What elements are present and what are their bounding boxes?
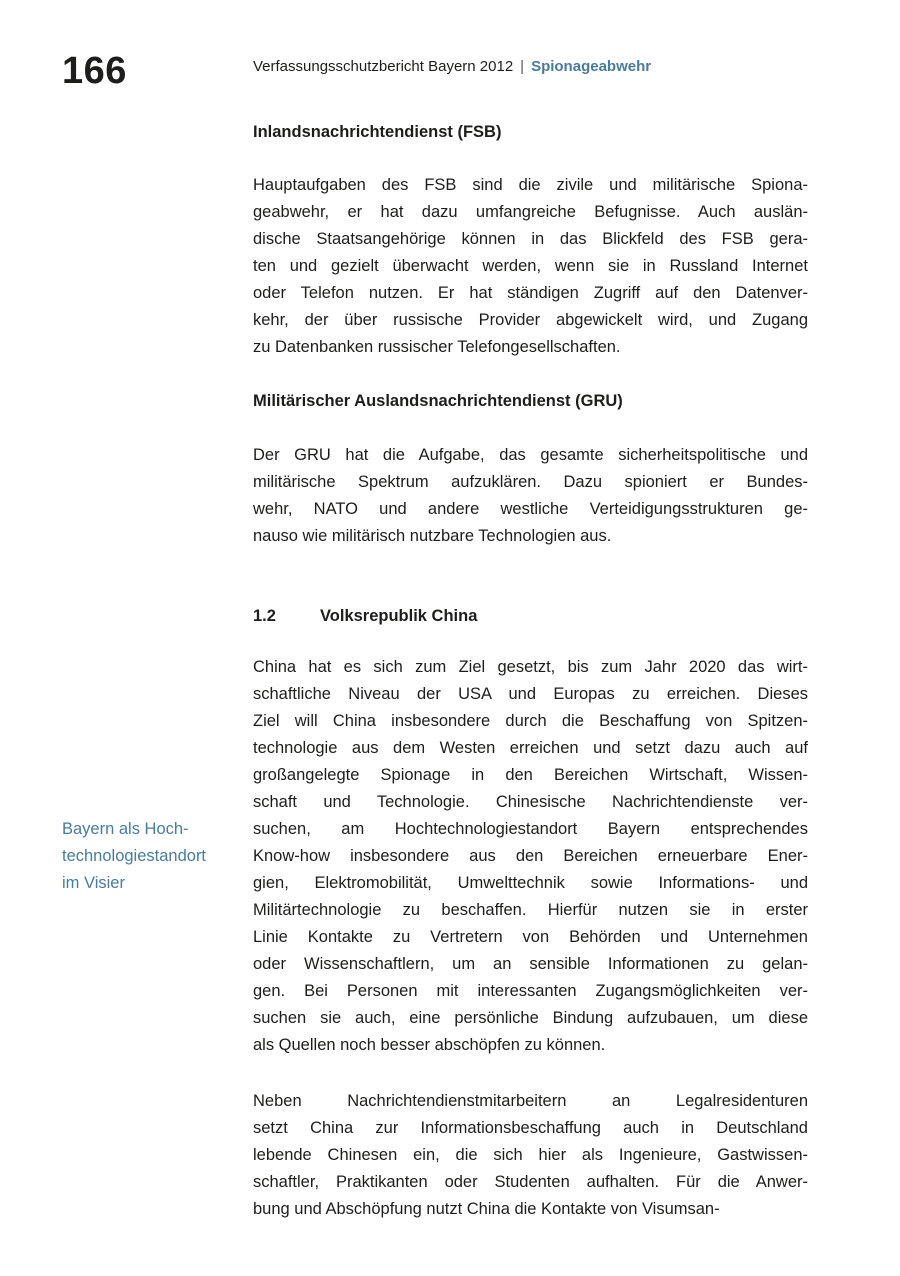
section-number: 1.2 bbox=[253, 607, 276, 625]
paragraph-china-2: Neben Nachrichtendienstmitarbeitern an Legalresidenturen setzt China zur Informationsbeschaffung auch in Deutschland lebende Chinesen ein, die sich hier als Ingenieure, Gastwissen- schaftler, Praktikanten oder Studenten aufhalten. Für die Anwer- bung und Abschöpfung nutzt China die Kontakte von Visumsan- bbox=[253, 1092, 808, 1218]
header-separator: | bbox=[520, 58, 525, 75]
heading-fsb: Inlandsnachrichtendienst (FSB) bbox=[253, 123, 502, 141]
section-title: Volksrepublik China bbox=[320, 607, 478, 625]
heading-gru: Militärischer Auslandsnachrichtendienst (GRU) bbox=[253, 392, 623, 410]
running-header bbox=[253, 58, 651, 76]
report-title: Verfassungsschutzbericht Bayern 2012 bbox=[253, 58, 514, 75]
margin-note: Bayern als Hoch- technologiestandort im Visier bbox=[62, 820, 207, 892]
paragraph-gru: Der GRU hat die Aufgabe, das gesamte sicherheitspolitische und militärische Spektrum aufzuklären. Dazu spioniert er Bundes- wehr, NATO und andere westliche Verteidigungsstrukturen ge- nauso wie militärisch nutzbare Technologien aus. bbox=[253, 446, 808, 545]
section-heading bbox=[253, 603, 808, 630]
header-section-name: Spionageabwehr bbox=[531, 58, 652, 75]
page-number: 166 bbox=[62, 50, 127, 92]
paragraph-fsb: Hauptaufgaben des FSB sind die zivile und militärische Spiona- geabwehr, er hat dazu umfangreiche Befugnisse. Auch auslän- dische Staatsangehörige können in das Blickfeld des FSB gera- ten und gezielt überwacht werden, wenn sie in Russland Internet oder Telefon nutzen. Er hat ständigen Zugriff auf den Datenver- kehr, der über russische Provider abgewickelt wird, und Zugang zu Datenbanken russischer Telefongesellschaften. bbox=[253, 176, 808, 356]
paragraph-china-1: China hat es sich zum Ziel gesetzt, bis zum Jahr 2020 das wirt- schaftliche Niveau der USA und Europas zu erreichen. Dieses Ziel will China insbesondere durch die Beschaffung von Spitzen- technologie aus dem Westen erreichen und setzt dazu auch auf großangelegte Spionage in den Bereichen Wirtschaft, Wissen- schaft und Technologie. Chinesische Nachrichtendienste ver- suchen, am Hochtechnologiestandort Bayern entsprechendes Know-how insbesondere aus den Bereichen erneuerbare Ener- gien, Elektromobilität, Umwelttechnik sowie Informations- und Militärtechnologie zu beschaffen. Hierfür nutzen sie in erster Linie Kontakte zu Vertretern von Behörden und Unternehmen oder Wissenschaftlern, um an sensible Informationen zu gelan- gen. Bei Personen mit interessanten Zugangsmöglichkeiten ver- suchen sie auch, eine persönliche Bindung aufzubauen, um diese als Quellen noch besser abschöpfen zu können. bbox=[253, 658, 808, 1054]
